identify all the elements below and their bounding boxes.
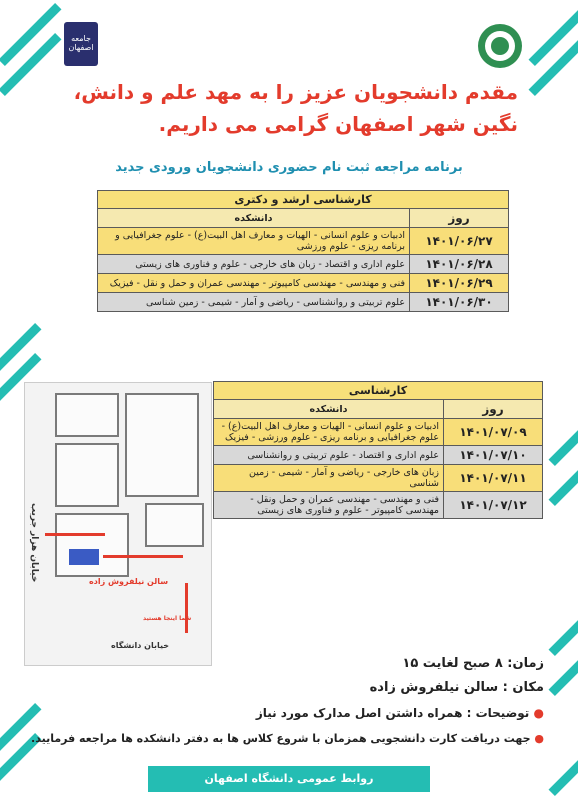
map-building [55, 443, 119, 507]
row-faculty: علوم اداری و اقتصاد - زبان های خارجی - علوم و فناوری های زیستی [98, 255, 410, 274]
footer-banner: روابط عمومی دانشگاه اصفهان [148, 766, 430, 792]
route-arrow [45, 533, 105, 536]
subtitle: برنامه مراجعه ثبت نام حضوری دانشجویان ورودی جدید [115, 160, 463, 175]
row-faculty: ادبیات و علوم انسانی - الهیات و معارف اهل البیت(ع) - علوم جغرافیایی و برنامه ریزی - علوم ورزشی - فیزیک [214, 419, 444, 446]
info-time: زمان: ۸ صبح لغایت ۱۵ [402, 656, 544, 671]
row-faculty: ادبیات و علوم انسانی - الهیات و معارف اهل البیت(ع) - علوم جغرافیایی و برنامه ریزی - علوم ورزشی [98, 228, 410, 255]
map-building [55, 393, 119, 437]
schedule-table-bachelor [213, 381, 543, 519]
bullet-icon: ● [534, 732, 544, 745]
column-header-faculty: دانشکده [214, 400, 444, 419]
table-row [214, 492, 543, 519]
info-card-text: جهت دریافت کارت دانشجویی همزمان با شروع کلاس ها به دفتر دانشکده ها مراجعه فرمایید. [31, 732, 531, 745]
table-row [98, 228, 509, 255]
column-header-faculty: دانشکده [98, 209, 410, 228]
table-caption: کارشناسی ارشد و دکتری [98, 191, 509, 209]
hall-marker [69, 549, 99, 565]
title-line-1: مقدم دانشجویان عزیز را به مهد علم و دانش، [73, 80, 518, 104]
row-faculty: فنی و مهندسی - مهندسی کامپیوتر - مهندسی عمران و حمل و نقل - فیزیک [98, 274, 410, 293]
header [0, 6, 578, 84]
row-faculty: علوم اداری و اقتصاد - علوم تربیتی و روانشناسی [214, 446, 444, 465]
row-day: ۱۴۰۱/۰۷/۱۲ [444, 492, 543, 519]
hall-label: سالن نیلفروش زاده [89, 577, 169, 586]
bullet-icon: ● [533, 706, 544, 720]
stripe-right-1 [549, 403, 578, 466]
street-label-horizontal: خیابان دانشگاه [111, 641, 170, 650]
row-faculty: فنی و مهندسی - مهندسی عمران و حمل ونقل - مهندسی کامپیوتر - علوم و فناوری های زیستی [214, 492, 444, 519]
entrance-label: شما اینجا هستید [143, 615, 192, 622]
column-header-day: روز [444, 400, 543, 419]
table-row [98, 293, 509, 312]
route-arrow [185, 583, 188, 633]
title-line-2: نگین شهر اصفهان گرامی می داریم. [158, 112, 518, 136]
street-label-vertical: خیابان هزار جریب [29, 503, 39, 583]
campus-map [24, 382, 212, 666]
row-day: ۱۴۰۱/۰۶/۲۹ [410, 274, 509, 293]
row-day: ۱۴۰۱/۰۷/۰۹ [444, 419, 543, 446]
university-logo-left [64, 22, 98, 66]
map-building [145, 503, 204, 547]
table-row [98, 274, 509, 293]
schedule-table-graduate [97, 190, 509, 312]
stripe-right-5 [549, 733, 578, 796]
row-faculty: زبان های خارجی - ریاضی و آمار - شیمی - زمین شناسی [214, 465, 444, 492]
stripe-right-3 [549, 593, 578, 656]
row-faculty: علوم تربیتی و روانشناسی - ریاضی و آمار - شیمی - زمین شناسی [98, 293, 410, 312]
row-day: ۱۴۰۱/۰۶/۲۸ [410, 255, 509, 274]
university-seal-icon [478, 24, 522, 68]
route-arrow [103, 555, 183, 558]
column-header-day: روز [410, 209, 509, 228]
info-card [31, 732, 544, 745]
table-row [214, 446, 543, 465]
map-building [55, 513, 129, 577]
info-place: مکان : سالن نیلفروش زاده [369, 680, 544, 695]
row-day: ۱۴۰۱/۰۶/۲۷ [410, 228, 509, 255]
row-day: ۱۴۰۱/۰۷/۱۰ [444, 446, 543, 465]
map-building [125, 393, 199, 497]
table-caption: کارشناسی [214, 382, 543, 400]
row-day: ۱۴۰۱/۰۶/۳۰ [410, 293, 509, 312]
info-notes [256, 706, 544, 720]
info-notes-text: توضیحات : همراه داشتن اصل مدارک مورد نیاز [255, 706, 530, 720]
table-row [98, 255, 509, 274]
row-day: ۱۴۰۱/۰۷/۱۱ [444, 465, 543, 492]
table-row [214, 465, 543, 492]
logo-left-text: جامعه اصفهان [68, 34, 94, 52]
table-row [214, 419, 543, 446]
